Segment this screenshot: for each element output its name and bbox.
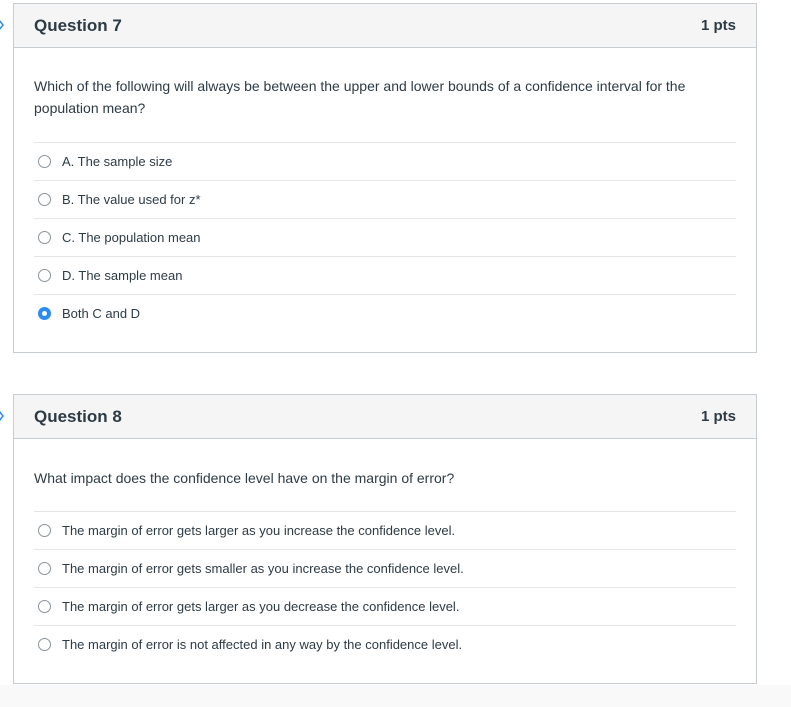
question-7-points: 1 pts: [700, 17, 736, 34]
radio-button[interactable]: [38, 269, 51, 282]
radio-button[interactable]: [38, 600, 51, 613]
question-8-header: [14, 395, 756, 439]
radio-button[interactable]: [38, 193, 51, 206]
question-7-title: Question 7: [34, 15, 122, 35]
answer-label: C. The population mean: [62, 230, 201, 245]
answer-option[interactable]: [34, 143, 736, 181]
answer-label: The margin of error gets smaller as you increase the confidence level.: [62, 561, 464, 576]
answer-label: The margin of error is not affected in any way by the confidence level.: [62, 637, 463, 652]
answer-option[interactable]: [34, 626, 736, 663]
question-7-body: [14, 48, 756, 332]
radio-button[interactable]: [38, 524, 51, 537]
answer-label: B. The value used for z*: [62, 192, 201, 207]
question-8-marker-icon: [0, 410, 4, 422]
radio-button[interactable]: [38, 231, 51, 244]
question-8-text: What impact does the confidence level have on the margin of error?: [34, 470, 455, 486]
answer-label: The margin of error gets larger as you decrease the confidence level.: [62, 599, 460, 614]
answer-option[interactable]: [34, 512, 736, 550]
radio-button[interactable]: [38, 562, 51, 575]
answer-option[interactable]: [34, 588, 736, 626]
radio-button-selected[interactable]: [38, 307, 51, 320]
question-7-card: [13, 3, 757, 353]
answer-label: A. The sample size: [62, 154, 173, 169]
question-8-answers: [34, 511, 736, 663]
answer-option[interactable]: [34, 295, 736, 332]
radio-button[interactable]: [38, 155, 51, 168]
answer-label: Both C and D: [62, 306, 141, 321]
answer-label: The margin of error gets larger as you increase the confidence level.: [62, 523, 456, 538]
answer-option[interactable]: [34, 257, 736, 295]
question-7-text: Which of the following will always be between the upper and lower bounds of a confidence interval for the population mean?: [34, 78, 686, 116]
question-8-title: Question 8: [34, 406, 122, 426]
answer-option[interactable]: [34, 550, 736, 588]
answer-option[interactable]: [34, 219, 736, 257]
answer-option[interactable]: [34, 181, 736, 219]
answer-label: D. The sample mean: [62, 268, 183, 283]
page-bottom-area: [0, 685, 791, 707]
question-7-header: [14, 4, 756, 48]
question-8-body: [14, 439, 756, 663]
question-7-marker-icon: [0, 19, 4, 31]
radio-button[interactable]: [38, 638, 51, 651]
question-7-answers: [34, 142, 736, 332]
question-8-points: 1 pts: [700, 408, 736, 425]
question-8-card: [13, 394, 757, 684]
